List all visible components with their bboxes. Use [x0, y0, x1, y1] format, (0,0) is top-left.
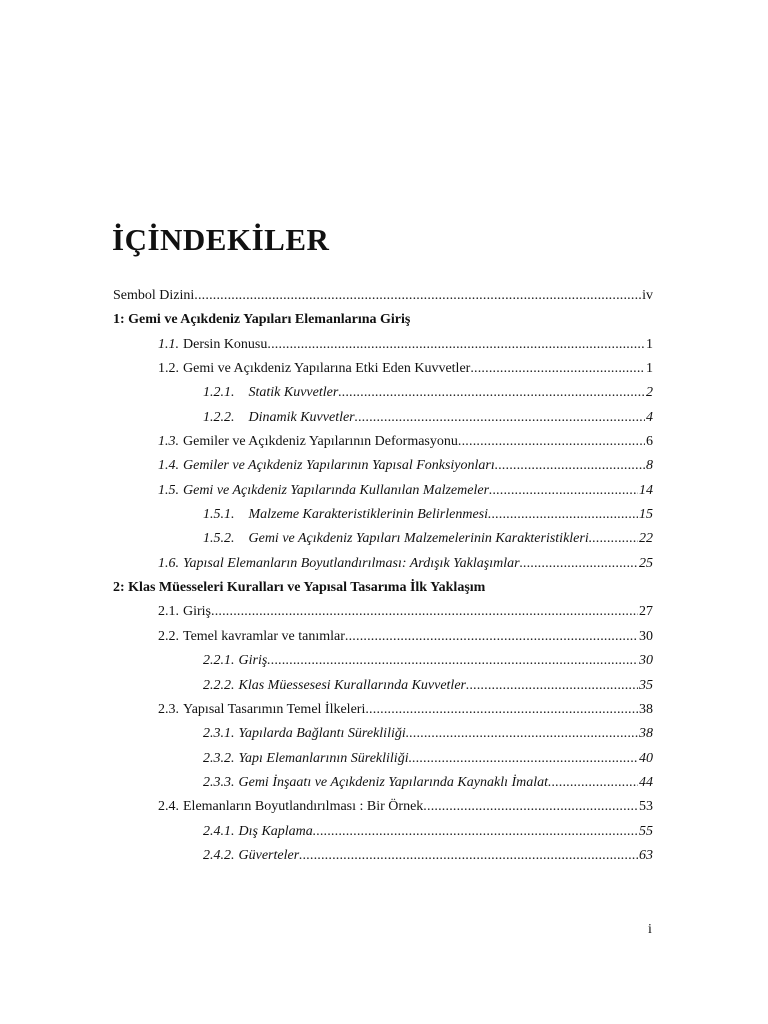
chapter-heading-2[interactable] [113, 580, 653, 604]
section-number: 1.2.1. [203, 385, 235, 401]
toc-entry-2-2-1[interactable] [113, 653, 653, 677]
toc-entry-1-1[interactable] [113, 337, 653, 361]
toc-page-number: 44 [639, 774, 653, 790]
toc-entry-1-5-2[interactable] [113, 531, 653, 555]
dot-leader [470, 361, 645, 377]
dot-leader [345, 629, 638, 645]
dot-leader [267, 653, 638, 669]
dot-leader [194, 288, 641, 304]
page-number: i [648, 922, 652, 937]
toc-page-number: 22 [639, 531, 653, 547]
toc-entry-1-3[interactable] [113, 434, 653, 458]
section-number: 2.3.2. [203, 750, 235, 766]
toc-entry-2-4-2[interactable] [113, 848, 653, 872]
toc-entry-1-5[interactable] [113, 483, 653, 507]
toc-entry-text: Dersin Konusu [183, 336, 268, 352]
dot-leader [589, 531, 638, 547]
toc-page-number: 30 [639, 653, 653, 669]
toc-entry-text: Gemi ve Açıkdeniz Yapıları Malzemelerinin Karakteristikleri [248, 531, 589, 547]
dot-leader [520, 556, 638, 572]
toc-page-number: 63 [639, 847, 653, 863]
toc-page-number: 38 [639, 701, 653, 717]
section-number: 2.4.2. [203, 847, 235, 863]
toc-page-number: 38 [639, 726, 653, 742]
section-number: 2.4. [158, 799, 179, 815]
toc-entry-1-4[interactable] [113, 458, 653, 482]
toc-page-number: 1 [646, 336, 653, 352]
toc-entry-sembol-dizini[interactable] [113, 288, 653, 312]
toc-entry-1-2[interactable] [113, 361, 653, 385]
toc-entry-2-4-1[interactable] [113, 824, 653, 848]
toc-entry-2-3-1[interactable] [113, 726, 653, 750]
toc-page-number: 4 [646, 409, 653, 425]
toc-entry-text: Yapısal Tasarımın Temel İlkeleri [183, 701, 366, 717]
toc-page-number: 30 [639, 628, 653, 644]
toc-entry-text: Yapılarda Bağlantı Sürekliliği [238, 726, 406, 742]
toc-entry-2-2[interactable] [113, 629, 653, 653]
dot-leader [423, 799, 638, 815]
section-number: 2.2. [158, 628, 179, 644]
toc-entry-text: Temel kavramlar ve tanımlar [183, 628, 345, 644]
toc-entry-text: Yapı Elemanlarının Sürekliliği [238, 750, 409, 766]
toc-page-number: 15 [639, 507, 653, 523]
toc-entry-2-4[interactable] [113, 799, 653, 823]
section-number: 1.6. [158, 555, 179, 571]
dot-leader [488, 507, 638, 523]
table-of-contents [113, 288, 653, 872]
toc-page-number: 8 [646, 458, 653, 474]
section-number: 1.5. [158, 482, 179, 498]
toc-page-number: 2 [646, 385, 653, 401]
section-number: 1.1. [158, 336, 179, 352]
section-number: 1.3. [158, 434, 179, 450]
dot-leader [338, 385, 645, 401]
toc-page-number: 14 [639, 482, 653, 498]
toc-entry-text: Elemanların Boyutlandırılması : Bir Örnek [183, 799, 424, 815]
section-number: 1.2. [158, 361, 179, 377]
toc-entry-text: Gemi İnşaatı ve Açıkdeniz Yapılarında Kaynaklı İmalat [238, 774, 549, 790]
section-number: 2.3.3. [203, 774, 235, 790]
section-number: 2.1. [158, 604, 179, 620]
toc-page-number: 25 [639, 555, 653, 571]
toc-entry-text: Statik Kuvvetler [248, 385, 339, 401]
toc-entry-text: Gemiler ve Açıkdeniz Yapılarının Deformasyonu [183, 434, 458, 450]
dot-leader [409, 751, 638, 767]
toc-entry-1-2-2[interactable] [113, 410, 653, 434]
toc-entry-text: Malzeme Karakteristiklerinin Belirlenmesi [248, 507, 489, 523]
toc-page-number: 1 [646, 361, 653, 377]
dot-leader [299, 848, 638, 864]
toc-entry-text: Güverteler [238, 847, 300, 863]
chapter-title: 1: Gemi ve Açıkdeniz Yapıları Elemanlarına Giriş [113, 312, 411, 328]
toc-entry-1-2-1[interactable] [113, 385, 653, 409]
section-number: 1.5.1. [203, 507, 235, 523]
toc-page-number: iv [642, 288, 653, 303]
toc-entry-2-2-2[interactable] [113, 678, 653, 702]
dot-leader [489, 483, 638, 499]
dot-leader [466, 678, 638, 694]
page-title: İÇİNDEKİLER [112, 222, 330, 257]
toc-entry-text: Yapısal Elemanların Boyutlandırılması: Ardışık Yaklaşımlar [183, 555, 520, 571]
section-number: 1.5.2. [203, 531, 235, 547]
toc-entry-text: Gemi ve Açıkdeniz Yapılarında Kullanılan Malzemeler [183, 482, 490, 498]
section-number: 2.3. [158, 701, 179, 717]
section-number: 2.2.1. [203, 653, 235, 669]
toc-entry-text: Giriş [238, 653, 268, 669]
dot-leader [267, 337, 645, 353]
toc-entry-text: Giriş [183, 604, 211, 620]
chapter-title: 2: Klas Müesseleri Kuralları ve Yapısal Tasarıma İlk Yaklaşım [113, 580, 486, 596]
section-number: 2.3.1. [203, 726, 235, 742]
toc-entry-text: Klas Müessesesi Kurallarında Kuvvetler [238, 677, 466, 693]
toc-entry-text: Dinamik Kuvvetler [248, 409, 355, 425]
section-number: 1.2.2. [203, 409, 235, 425]
section-number: 2.2.2. [203, 677, 235, 693]
dot-leader [365, 702, 638, 718]
toc-page-number: 27 [639, 604, 653, 620]
toc-entry-1-6[interactable] [113, 556, 653, 580]
dot-leader [548, 775, 638, 791]
toc-entry-2-3-2[interactable] [113, 751, 653, 775]
dot-leader [458, 434, 645, 450]
toc-page-number: 55 [639, 823, 653, 839]
toc-page-number: 53 [639, 799, 653, 815]
toc-entry-2-3[interactable] [113, 702, 653, 726]
toc-entry-text: Gemiler ve Açıkdeniz Yapılarının Yapısal Fonksiyonları [183, 458, 495, 474]
toc-entry-2-1[interactable] [113, 604, 653, 628]
toc-entry-2-3-3[interactable] [113, 775, 653, 799]
dot-leader [211, 604, 638, 620]
toc-page-number: 6 [646, 434, 653, 450]
section-number: 2.4.1. [203, 823, 235, 839]
toc-page-number: 40 [639, 750, 653, 766]
dot-leader [406, 726, 638, 742]
toc-entry-1-5-1[interactable] [113, 507, 653, 531]
chapter-heading-1[interactable] [113, 312, 653, 336]
toc-entry-text: Dış Kaplama [238, 823, 313, 839]
dot-leader [313, 824, 638, 840]
toc-entry-text: Gemi ve Açıkdeniz Yapılarına Etki Eden Kuvvetler [183, 361, 471, 377]
toc-page-number: 35 [639, 677, 653, 693]
toc-entry-text: Sembol Dizini [113, 288, 195, 303]
section-number: 1.4. [158, 458, 179, 474]
dot-leader [495, 458, 645, 474]
dot-leader [355, 410, 645, 426]
